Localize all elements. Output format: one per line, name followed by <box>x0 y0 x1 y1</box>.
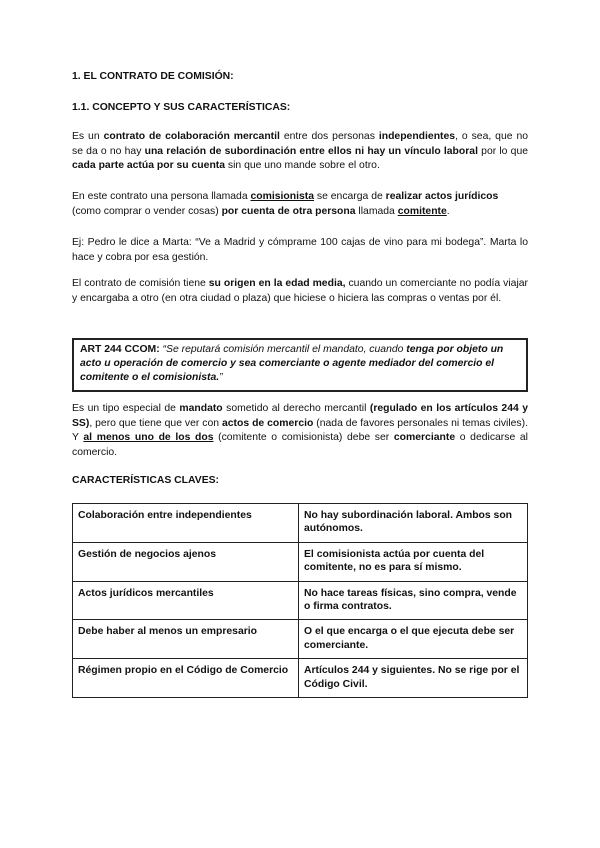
paragraph-parties: En este contrato una persona llamada comisionista se encarga de realizar actos jurídicos (como comprar o vender cosas) por cuenta de otra persona llamada comitente. <box>72 191 499 217</box>
table-row <box>73 504 528 543</box>
table-cell-description: O el que encarga o el que ejecuta debe ser comerciante. <box>299 620 528 659</box>
key-features-table <box>72 503 528 698</box>
table-row <box>73 542 528 581</box>
table-row <box>73 659 528 698</box>
paragraph-origin: El contrato de comisión tiene su origen en la edad media, cuando un comerciante no podía viajar y encargaba a otro (en otra ciudad o plaza) que hiciese o hiciera las compras o ventas por él. <box>72 278 528 304</box>
table-cell-description: El comisionista actúa por cuenta del comitente, no es para sí mismo. <box>299 542 528 581</box>
table-cell-description: No hace tareas físicas, sino compra, vende o firma contratos. <box>299 581 528 620</box>
subsection-heading: 1.1. CONCEPTO Y SUS CARACTERÍSTICAS: <box>72 102 291 113</box>
table-row <box>73 581 528 620</box>
paragraph-definition: Es un contrato de colaboración mercantil entre dos personas independientes, o sea, que no se da o no hay una relación de subordinación entre ellos ni hay un vínculo laboral por lo que cada parte actúa por su cuenta sin que uno mande sobre el otro. <box>72 131 528 172</box>
table-cell-description: Artículos 244 y siguientes. No se rige por el Código Civil. <box>299 659 528 698</box>
table-cell-feature: Gestión de negocios ajenos <box>73 542 299 581</box>
article-label: ART 244 CCOM: <box>80 344 160 355</box>
paragraph-mandate: Es un tipo especial de mandato sometido al derecho mercantil (regulado en los artículos 244 y SS), pero que tiene que ver con actos de comercio (nada de favores personales ni temas civiles). Y al menos uno de los dos (comitente o comisionista) debe ser comerciante o dedicarse al comercio. <box>72 403 528 458</box>
paragraph-example: Ej: Pedro le dice a Marta: “Ve a Madrid y cómprame 100 cajas de vino para mi bodega”. Marta lo hace y cobra por esa gestión. <box>72 237 528 263</box>
table-cell-feature: Actos jurídicos mercantiles <box>73 581 299 620</box>
table-cell-feature: Colaboración entre independientes <box>73 504 299 543</box>
article-quote-box: ART 244 CCOM: “Se reputará comisión mercantil el mandato, cuando tenga por objeto un acto u operación de comercio y sea comerciante o agente mediador del comercio el comitente o el comisionista.” <box>72 338 528 392</box>
key-features-heading: CARACTERÍSTICAS CLAVES: <box>72 475 220 486</box>
table-row <box>73 620 528 659</box>
table-cell-feature: Régimen propio en el Código de Comercio <box>73 659 299 698</box>
table-cell-description: No hay subordinación laboral. Ambos son autónomos. <box>299 504 528 543</box>
section-heading: 1. EL CONTRATO DE COMISIÓN: <box>72 71 234 82</box>
table-cell-feature: Debe haber al menos un empresario <box>73 620 299 659</box>
